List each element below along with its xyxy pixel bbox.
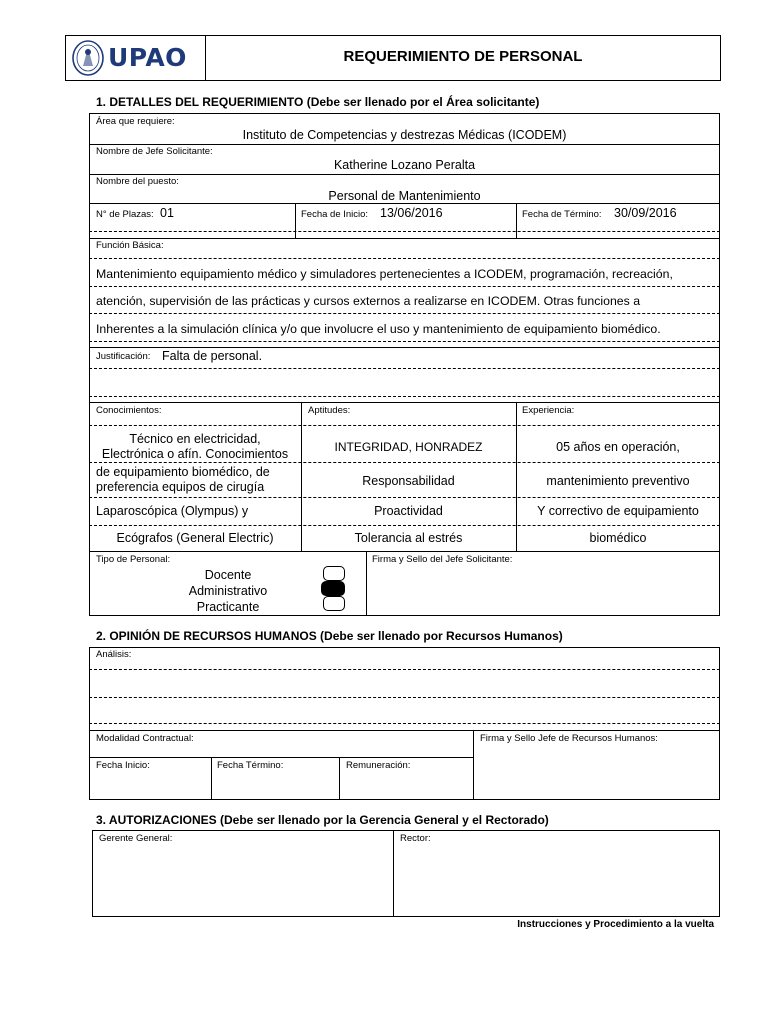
justificacion-value[interactable]: Falta de personal. bbox=[162, 349, 263, 363]
fecha-termino-rrhh-label: Fecha Término: bbox=[217, 760, 284, 771]
modalidad-label: Modalidad Contractual: bbox=[96, 733, 194, 744]
section3-heading: 3. AUTORIZACIONES (Debe ser llenado por la Gerencia General y el Rectorado) bbox=[96, 813, 549, 827]
rector-label: Rector: bbox=[400, 833, 431, 844]
experiencia-line[interactable]: biomédico bbox=[589, 531, 647, 545]
fecha-termino-value[interactable]: 30/09/2016 bbox=[614, 206, 677, 220]
funcion-line[interactable]: Inherentes a la simulación clínica y/o que involucre el uso y mantenimiento de equipamiento biomédico. bbox=[96, 322, 661, 336]
plazas-value[interactable]: 01 bbox=[160, 206, 174, 220]
upao-seal-icon bbox=[71, 39, 105, 77]
tipo-checkbox-docente[interactable] bbox=[323, 566, 345, 581]
aptitud-item[interactable]: Proactividad bbox=[374, 504, 443, 518]
jefe-value[interactable]: Katherine Lozano Peralta bbox=[333, 158, 476, 172]
tipo-option-label: Practicante bbox=[196, 600, 260, 614]
fecha-inicio-value[interactable]: 13/06/2016 bbox=[380, 206, 443, 220]
page-title: REQUERIMIENTO DE PERSONAL bbox=[343, 48, 583, 65]
experiencia-line[interactable]: mantenimiento preventivo bbox=[546, 474, 690, 488]
experiencia-line[interactable]: 05 años en operación, bbox=[556, 440, 680, 454]
justificacion-label: Justificación: bbox=[96, 351, 151, 362]
aptitud-item[interactable]: INTEGRIDAD, HONRADEZ bbox=[334, 440, 483, 454]
plazas-label: N° de Plazas: bbox=[96, 209, 154, 220]
tipo-checkbox-administrativo[interactable] bbox=[321, 581, 345, 596]
gerente-label: Gerente General: bbox=[99, 833, 173, 844]
conocimientos-line[interactable]: Electrónica o afín. Conocimientos bbox=[101, 447, 289, 461]
firma-jefe-label: Firma y Sello del Jefe Solicitante: bbox=[372, 554, 513, 565]
conocimientos-line[interactable]: Técnico en electricidad, bbox=[129, 432, 261, 446]
footer-note: Instrucciones y Procedimiento a la vuelta bbox=[517, 919, 714, 930]
conocimientos-line[interactable]: Ecógrafos (General Electric) bbox=[116, 531, 274, 545]
fecha-termino-label: Fecha de Término: bbox=[522, 209, 602, 220]
aptitud-item[interactable]: Tolerancia al estrés bbox=[354, 531, 463, 545]
fecha-inicio-label: Fecha de Inicio: bbox=[301, 209, 369, 220]
section1-heading: 1. DETALLES DEL REQUERIMIENTO (Debe ser llenado por el Área solicitante) bbox=[96, 95, 540, 109]
area-label: Área que requiere: bbox=[96, 116, 175, 127]
conocimientos-line[interactable]: Laparoscópica (Olympus) y bbox=[96, 504, 249, 518]
firma-rrhh-label: Firma y Sello Jefe de Recursos Humanos: bbox=[480, 733, 658, 744]
upao-logo bbox=[68, 37, 204, 79]
fecha-inicio-rrhh-label: Fecha Inicio: bbox=[96, 760, 150, 771]
logo-text: UPAO bbox=[108, 43, 187, 72]
analisis-label: Análisis: bbox=[96, 649, 132, 660]
experiencia-line[interactable]: Y correctivo de equipamiento bbox=[537, 504, 699, 518]
funcion-line[interactable]: Mantenimiento equipamiento médico y simuladores pertenecientes a ICODEM, programación, recreación, bbox=[96, 267, 673, 281]
jefe-label: Nombre de Jefe Solicitante: bbox=[96, 146, 213, 157]
section2-heading: 2. OPINIÓN DE RECURSOS HUMANOS (Debe ser llenado por Recursos Humanos) bbox=[96, 629, 563, 643]
area-value[interactable]: Instituto de Competencias y destrezas Médicas (ICODEM) bbox=[242, 128, 567, 142]
experiencia-label: Experiencia: bbox=[522, 405, 575, 416]
funcion-label: Función Básica: bbox=[96, 240, 164, 251]
tipo-checkbox-practicante[interactable] bbox=[323, 596, 345, 611]
funcion-line[interactable]: atención, supervisión de las prácticas y cursos externos a realizarse en ICODEM. Otras funciones a bbox=[96, 294, 641, 308]
conocimientos-line[interactable]: de equipamiento biomédico, de bbox=[96, 465, 270, 479]
tipo-option-label: Docente bbox=[204, 568, 252, 582]
tipo-option-label: Administrativo bbox=[188, 584, 268, 598]
puesto-value[interactable]: Personal de Mantenimiento bbox=[328, 189, 481, 203]
aptitudes-label: Aptitudes: bbox=[308, 405, 351, 416]
remuneracion-label: Remuneración: bbox=[346, 760, 411, 771]
tipo-personal-label: Tipo de Personal: bbox=[96, 554, 171, 565]
conocimientos-line[interactable]: preferencia equipos de cirugía bbox=[96, 480, 265, 494]
conocimientos-label: Conocimientos: bbox=[96, 405, 162, 416]
puesto-label: Nombre del puesto: bbox=[96, 176, 179, 187]
aptitud-item[interactable]: Responsabilidad bbox=[362, 474, 455, 488]
